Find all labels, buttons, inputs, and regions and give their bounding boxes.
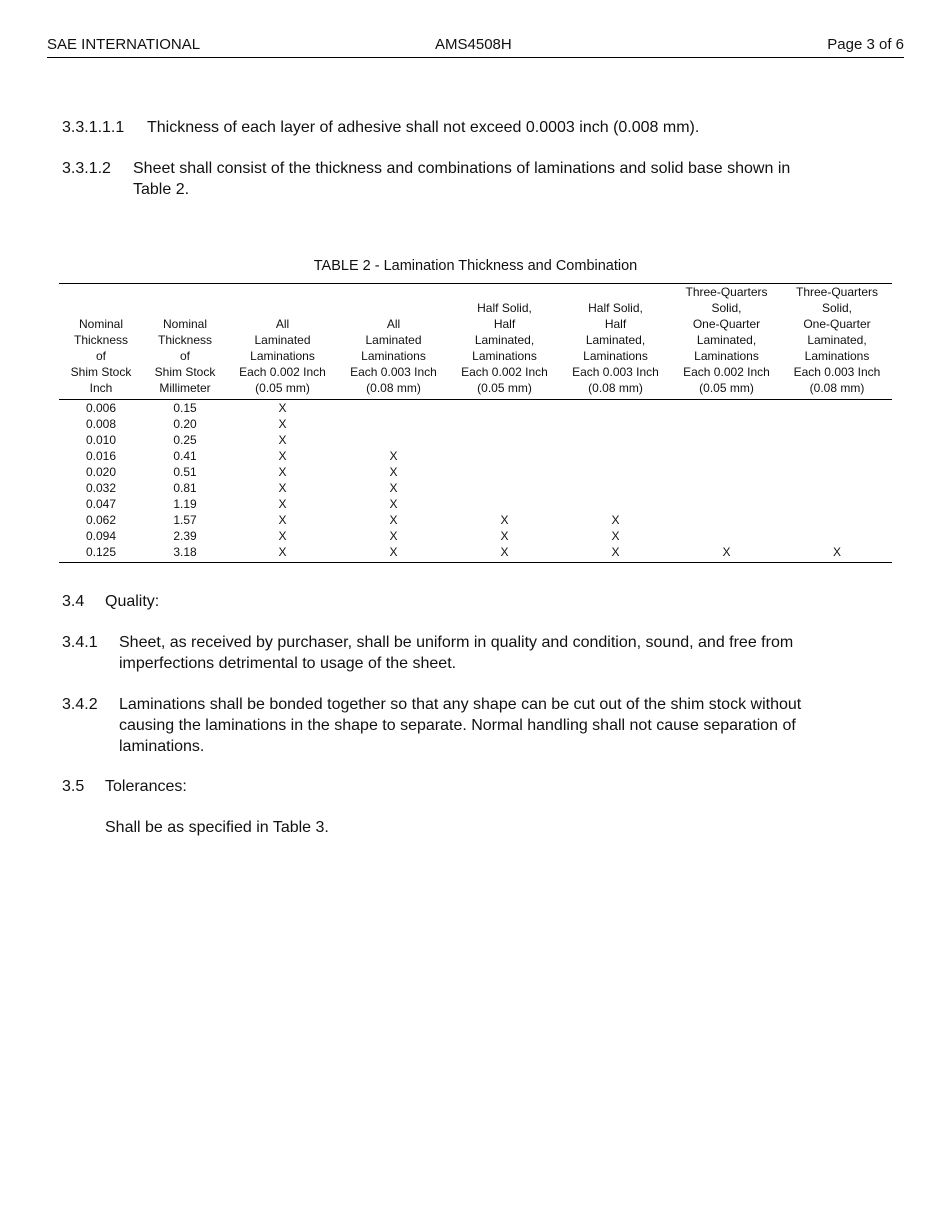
- column-header: [227, 284, 338, 400]
- column-header-line: (0.08 mm): [809, 381, 865, 395]
- table-cell: 0.094: [85, 529, 117, 543]
- table-cell: [338, 416, 449, 432]
- table-cell: [560, 416, 671, 432]
- table-cell: 0.016: [85, 449, 117, 463]
- table-cell: X: [389, 465, 398, 479]
- column-header-line: All: [275, 317, 290, 331]
- table-cell: [338, 400, 449, 417]
- section-number: 3.4: [62, 593, 85, 610]
- column-header: [59, 284, 143, 400]
- column-header-line: Laminations: [694, 349, 759, 363]
- column-header-line: of: [95, 349, 106, 363]
- section-number: 3.3.1.2: [62, 160, 111, 177]
- table-body: [59, 400, 892, 563]
- column-header-line: (0.05 mm): [699, 381, 754, 395]
- table-row: [59, 432, 892, 448]
- paragraph-3-3-1-1-1: [62, 117, 892, 138]
- table-cell: [449, 496, 560, 512]
- column-header-line: (0.05 mm): [477, 381, 532, 395]
- column-header-line: (0.08 mm): [588, 381, 643, 395]
- paragraph-3-4: [62, 591, 892, 612]
- table-cell: X: [278, 545, 287, 559]
- table-cell: [671, 432, 782, 448]
- table-cell: [782, 448, 892, 464]
- table-cell: [782, 416, 892, 432]
- table-cell: 0.15: [173, 401, 197, 415]
- section-number: 3.4.2: [62, 696, 98, 713]
- column-header-line: Laminated,: [696, 333, 757, 347]
- table-cell: 0.006: [85, 401, 117, 415]
- table-cell: [560, 448, 671, 464]
- paragraph-3-4-2: [62, 694, 892, 757]
- table-cell: [671, 448, 782, 464]
- table-cell: [449, 448, 560, 464]
- paragraph-line: Sheet shall consist of the thickness and combinations of laminations and solid base shown in: [133, 160, 791, 177]
- paragraph-3-3-1-2: [62, 158, 892, 200]
- paragraph-text: Thickness of each layer of adhesive shall not exceed 0.0003 inch (0.008 mm).: [147, 119, 700, 136]
- table-cell: 0.032: [85, 481, 117, 495]
- column-header-line: Nominal: [162, 317, 207, 331]
- table-cell: X: [500, 529, 509, 543]
- paragraph-line: Table 2.: [133, 181, 190, 198]
- column-header-line: Laminated: [365, 333, 422, 347]
- tolerance-statement: Shall be as specified in Table 3.: [105, 819, 329, 836]
- table-cell: 0.41: [173, 449, 197, 463]
- table-cell: [782, 496, 892, 512]
- table-cell: [449, 400, 560, 417]
- table-cell: 0.125: [85, 545, 117, 559]
- section-number: 3.3.1.1.1: [62, 119, 125, 136]
- column-header-line: Laminations: [472, 349, 537, 363]
- lamination-table: [59, 283, 892, 563]
- table-cell: 0.010: [85, 433, 117, 447]
- column-header: [449, 284, 560, 400]
- column-header-line: Each 0.002 Inch: [461, 365, 548, 379]
- table-cell: [560, 480, 671, 496]
- table-cell: 0.062: [85, 513, 117, 527]
- paragraph-3-4-1: [62, 632, 892, 674]
- paragraph-line: Sheet, as received by purchaser, shall be uniform in quality and condition, sound, and free from: [119, 634, 794, 651]
- table-cell: X: [278, 417, 287, 431]
- column-header-line: Laminations: [583, 349, 648, 363]
- paragraph-line: Laminations shall be bonded together so that any shape can be cut out of the shim stock without: [119, 696, 802, 713]
- table-cell: X: [278, 497, 287, 511]
- column-header-line: Solid,: [711, 301, 742, 315]
- column-header: [560, 284, 671, 400]
- table-cell: X: [278, 465, 287, 479]
- column-header-line: Solid,: [821, 301, 853, 315]
- table-cell: [449, 416, 560, 432]
- table-cell: [671, 480, 782, 496]
- table-cell: 2.39: [173, 529, 197, 543]
- header-page-number: Page 3 of 6: [827, 36, 904, 53]
- table-cell: X: [278, 449, 287, 463]
- table-row: [59, 416, 892, 432]
- column-header-line: Nominal: [78, 317, 123, 331]
- column-header-line: Thickness: [157, 333, 213, 347]
- column-header-line: Half Solid,: [588, 301, 643, 315]
- paragraph-line: causing the laminations in the shape to separate. Normal handling shall not cause separation of: [119, 717, 796, 734]
- table-cell: [560, 496, 671, 512]
- column-header-line: (0.05 mm): [255, 381, 310, 395]
- table-cell: X: [389, 481, 398, 495]
- table-row: [59, 464, 892, 480]
- column-header-line: Three-Quarters: [795, 285, 879, 299]
- column-header-line: Each 0.003 Inch: [793, 365, 881, 379]
- table-cell: [782, 464, 892, 480]
- page-header: [47, 36, 904, 58]
- column-header-line: Shim Stock: [154, 365, 216, 379]
- table-row: [59, 544, 892, 563]
- section-heading: Quality:: [105, 593, 160, 610]
- table-cell: 0.20: [173, 417, 197, 431]
- table-cell: [560, 432, 671, 448]
- column-header-line: Shim Stock: [70, 365, 132, 379]
- column-header-line: Millimeter: [159, 381, 211, 395]
- table-cell: [560, 400, 671, 417]
- column-header: [671, 284, 782, 400]
- column-header-line: One-Quarter: [692, 317, 761, 331]
- column-header: [143, 284, 227, 400]
- column-header-line: Half Solid,: [477, 301, 532, 315]
- column-header-line: Each 0.003 Inch: [572, 365, 659, 379]
- table-cell: [782, 512, 892, 528]
- column-header-line: One-Quarter: [803, 317, 871, 331]
- column-header-line: Inch: [89, 381, 113, 395]
- table-cell: X: [611, 513, 620, 527]
- table-cell: X: [278, 433, 287, 447]
- column-header-line: Laminated,: [585, 333, 646, 347]
- section-number: 3.4.1: [62, 634, 98, 651]
- table-row: [59, 400, 892, 417]
- column-header-line: Laminated: [254, 333, 311, 347]
- table-header-row: [59, 284, 892, 400]
- table-cell: 1.57: [173, 513, 197, 527]
- table-cell: [338, 432, 449, 448]
- column-header: [782, 284, 892, 400]
- table-cell: X: [389, 497, 398, 511]
- column-header-line: Laminations: [250, 349, 315, 363]
- table-cell: X: [389, 545, 398, 559]
- table-cell: 1.19: [173, 497, 197, 511]
- table-title: TABLE 2 - Lamination Thickness and Combination: [313, 258, 638, 274]
- table-cell: X: [611, 529, 620, 543]
- column-header-line: Laminations: [361, 349, 426, 363]
- table-cell: [671, 416, 782, 432]
- column-header-line: Laminations: [804, 349, 870, 363]
- column-header-line: Each 0.002 Inch: [239, 365, 326, 379]
- table-cell: [560, 464, 671, 480]
- table-cell: 0.81: [173, 481, 197, 495]
- column-header-line: Laminated,: [474, 333, 535, 347]
- table-cell: X: [278, 529, 287, 543]
- paragraph-line: laminations.: [119, 738, 205, 755]
- table-cell: X: [500, 513, 509, 527]
- table-row: [59, 480, 892, 496]
- table-cell: X: [389, 449, 398, 463]
- table-cell: X: [389, 529, 398, 543]
- table-cell: X: [278, 513, 287, 527]
- table-cell: X: [278, 481, 287, 495]
- column-header-line: of: [179, 349, 190, 363]
- table-cell: [782, 400, 892, 417]
- table-cell: X: [500, 545, 509, 559]
- column-header: [338, 284, 449, 400]
- table-row: [59, 512, 892, 528]
- table-cell: [782, 480, 892, 496]
- table-row: [59, 448, 892, 464]
- table-cell: [782, 528, 892, 544]
- paragraph-3-5: [62, 776, 892, 797]
- table-cell: [671, 464, 782, 480]
- table-cell: [671, 512, 782, 528]
- table-cell: [449, 464, 560, 480]
- column-header-line: Laminated,: [807, 333, 867, 347]
- table-cell: [671, 400, 782, 417]
- table-row: [59, 496, 892, 512]
- table-header: [59, 284, 892, 400]
- table-cell: 0.020: [85, 465, 117, 479]
- table-cell: X: [389, 513, 398, 527]
- column-header-line: Three-Quarters: [685, 285, 768, 299]
- section-number: 3.5: [62, 778, 85, 795]
- table-row: [59, 528, 892, 544]
- header-organization: SAE INTERNATIONAL: [47, 36, 201, 53]
- table-cell: 0.51: [173, 465, 197, 479]
- table-cell: X: [722, 545, 731, 559]
- table-cell: [671, 528, 782, 544]
- column-header-line: All: [386, 317, 401, 331]
- table-cell: [449, 480, 560, 496]
- column-header-line: Each 0.002 Inch: [683, 365, 770, 379]
- table-cell: 0.25: [173, 433, 197, 447]
- table-cell: 3.18: [173, 545, 197, 559]
- table-cell: X: [832, 545, 841, 559]
- column-header-line: Half: [493, 317, 516, 331]
- column-header-line: (0.08 mm): [366, 381, 421, 395]
- column-header-line: Half: [604, 317, 627, 331]
- column-header-line: Thickness: [73, 333, 129, 347]
- header-document-id: AMS4508H: [435, 36, 512, 53]
- table-cell: [671, 496, 782, 512]
- table-cell: [449, 432, 560, 448]
- table-cell: 0.008: [85, 417, 117, 431]
- paragraph-line: imperfections detrimental to usage of the sheet.: [119, 655, 457, 672]
- table-cell: X: [278, 401, 287, 415]
- table-cell: 0.047: [85, 497, 117, 511]
- table-cell: [782, 432, 892, 448]
- column-header-line: Each 0.003 Inch: [350, 365, 437, 379]
- section-heading: Tolerances:: [105, 778, 187, 795]
- table-cell: X: [611, 545, 620, 559]
